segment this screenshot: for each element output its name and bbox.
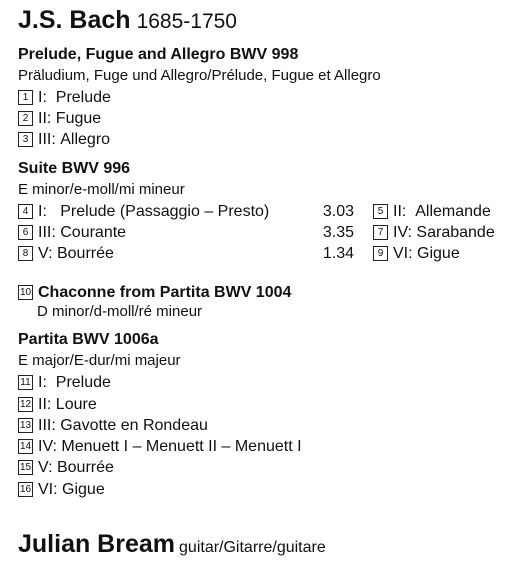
movement-title: Allegro [60, 131, 111, 148]
movement-title: Allemande [415, 203, 491, 220]
track-number-box: 13 [19, 420, 32, 431]
track-row [18, 130, 110, 150]
movement-title: Prelude (Passaggio – Presto) [60, 203, 270, 220]
track-number-box: 8 [18, 246, 33, 261]
track-row [18, 109, 101, 129]
track-row [18, 373, 111, 393]
movement-title: Prelude [55, 374, 111, 391]
work-title-bwv1006a: Partita BWV 1006a [18, 331, 159, 348]
movement-number: II: [38, 110, 52, 127]
track-row [18, 395, 97, 415]
track-number-box: 14 [19, 441, 32, 452]
track-row [18, 223, 354, 243]
movement-title: Sarabande [416, 224, 495, 241]
movement-number: IV: [38, 438, 57, 455]
track-row [18, 244, 354, 264]
track-row [18, 416, 208, 436]
track-row [18, 202, 354, 222]
movement-number: I: [38, 374, 47, 391]
track-row [373, 223, 495, 243]
track-duration: 3.35 [322, 224, 354, 241]
composer-header [18, 6, 237, 35]
track-number-box: 15 [19, 462, 32, 473]
track-number-box: 1 [18, 90, 33, 105]
track-number-box: 2 [18, 111, 33, 126]
movement-number: V: [38, 459, 53, 476]
work-key-bwv1004: D minor/d-moll/ré mineur [37, 303, 203, 320]
work-title-bwv1004: Chaconne from Partita BWV 1004 [38, 284, 292, 301]
movement-title: Bourrée [56, 459, 114, 476]
track-number-box: 9 [373, 246, 388, 261]
movement-title: Fugue [55, 110, 102, 127]
track-duration: 3.03 [322, 203, 354, 220]
movement-title: Menuett I – Menuett II – Menuett I [61, 438, 302, 455]
composer-name: J.S. Bach [18, 6, 131, 34]
movement-title: Courante [60, 224, 127, 241]
movement-number: II: [393, 203, 407, 220]
work-subtitle-bwv998: Präludium, Fuge und Allegro/Prélude, Fugue et Allegro [18, 67, 381, 84]
movement-number: V: [38, 245, 53, 262]
track-number-box: 11 [18, 375, 33, 390]
movement-title: Bourrée [56, 245, 114, 262]
performer-instrument: guitar/Gitarre/guitare [179, 539, 326, 556]
movement-title: Gigue [62, 481, 105, 498]
movement-number: III: [38, 224, 56, 241]
performer-credit [18, 530, 326, 559]
track-number-box: 10 [19, 287, 32, 298]
work-title-bwv996: Suite BWV 996 [18, 160, 131, 177]
movement-number: I: [38, 203, 47, 220]
work-key-bwv996: E minor/e-moll/mi mineur [18, 181, 185, 198]
performer-name: Julian Bream [18, 530, 176, 558]
track-row [373, 202, 491, 222]
movement-number: III: [38, 131, 56, 148]
movement-number: II: [38, 396, 52, 413]
track-row [18, 88, 111, 108]
work-title-bwv998: Prelude, Fugue and Allegro BWV 998 [18, 46, 299, 63]
track-number-box: 7 [373, 225, 388, 240]
movement-title: Loure [55, 396, 97, 413]
track-row [18, 283, 291, 303]
movement-title: Gavotte en Rondeau [60, 417, 208, 434]
movement-number: VI: [393, 245, 413, 262]
track-number-box: 6 [18, 225, 33, 240]
track-number-box: 16 [19, 484, 32, 495]
movement-title: Gigue [417, 245, 460, 262]
movement-title: Prelude [55, 89, 111, 106]
movement-number: VI: [38, 481, 58, 498]
composer-dates: 1685-1750 [136, 10, 237, 33]
track-number-box: 3 [18, 132, 33, 147]
movement-number: IV: [393, 224, 412, 241]
movement-number: I: [38, 89, 47, 106]
track-duration: 1.34 [322, 245, 354, 262]
track-number-box: 12 [19, 399, 32, 410]
track-number-box: 4 [18, 204, 33, 219]
track-row [18, 437, 302, 457]
movement-number: III: [38, 417, 56, 434]
track-number-box: 5 [373, 204, 388, 219]
work-key-bwv1006a: E major/E-dur/mi majeur [18, 352, 181, 369]
track-row [18, 458, 114, 478]
track-row [373, 244, 460, 264]
track-row [18, 480, 105, 500]
